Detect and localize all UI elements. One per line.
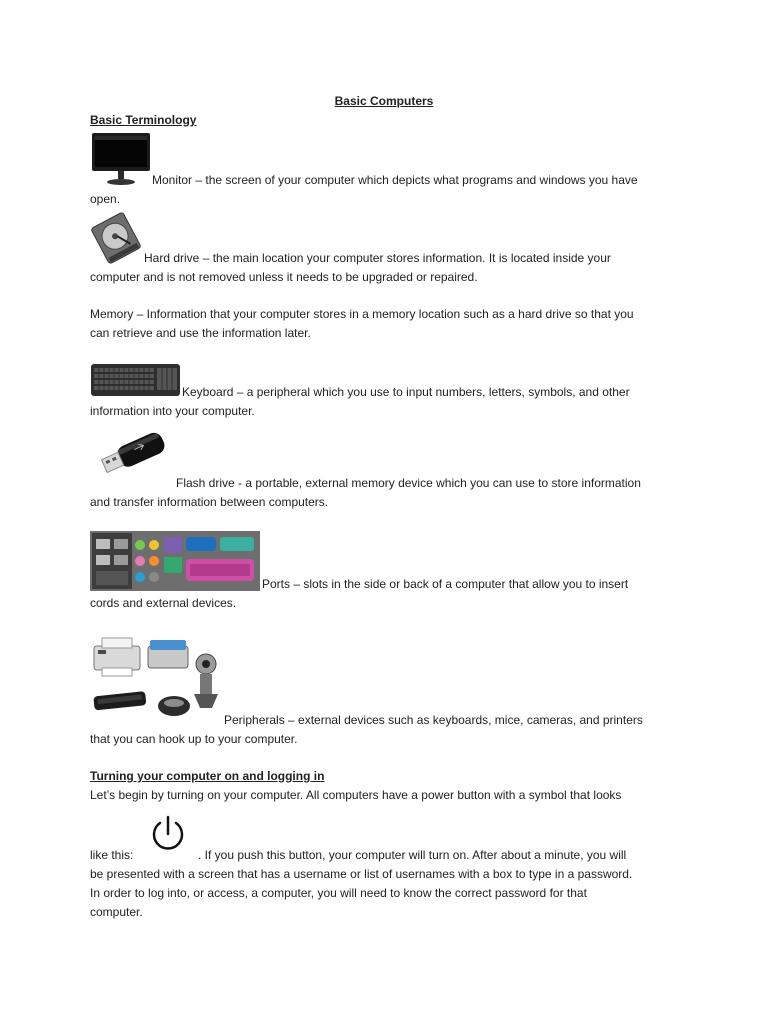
power-icon	[150, 814, 186, 854]
paragraph-line: computer.	[90, 905, 143, 919]
monitor-image	[90, 132, 152, 186]
keyboard-image	[90, 362, 181, 398]
paragraph-line: like this:	[90, 848, 134, 862]
paragraph-line: . If you push this button, your computer will turn on. After about a minute, you will	[198, 848, 627, 862]
section-heading-turning-on: Turning your computer on and logging in	[90, 769, 325, 783]
paragraph-line: Let’s begin by turning on your computer. All computers have a power button with a symbol that looks	[90, 788, 622, 802]
term-hard-drive: Hard drive – the main location your computer stores information. It is located inside your	[144, 251, 611, 265]
term-ports: Ports – slots in the side or back of a computer that allow you to insert	[262, 577, 629, 591]
term-memory-cont: can retrieve and use the information later.	[90, 326, 311, 340]
flash-drive-image	[96, 428, 172, 480]
term-peripherals-cont: that you can hook up to your computer.	[90, 732, 298, 746]
section-heading-basic-terminology: Basic Terminology	[90, 113, 197, 127]
term-keyboard: Keyboard – a peripheral which you use to input numbers, letters, symbols, and other	[182, 385, 630, 399]
ports-image	[90, 531, 260, 591]
term-keyboard-cont: information into your computer.	[90, 404, 255, 418]
term-flash-drive: Flash drive - a portable, external memory device which you can use to store information	[176, 476, 641, 490]
term-flash-drive-cont: and transfer information between computers.	[90, 495, 329, 509]
term-hard-drive-cont: computer and is not removed unless it needs to be upgraded or repaired.	[90, 270, 478, 284]
peripherals-image	[90, 632, 224, 724]
paragraph-line: be presented with a screen that has a username or list of usernames with a box to type in a password.	[90, 867, 633, 881]
hard-drive-image	[90, 212, 142, 264]
term-monitor: Monitor – the screen of your computer which depicts what programs and windows you have	[152, 173, 638, 187]
term-monitor-cont: open.	[90, 192, 121, 206]
term-peripherals: Peripherals – external devices such as keyboards, mice, cameras, and printers	[224, 713, 643, 727]
term-ports-cont: cords and external devices.	[90, 596, 237, 610]
term-memory: Memory – Information that your computer stores in a memory location such as a hard drive so that you	[90, 307, 634, 321]
paragraph-line: In order to log into, or access, a computer, you will need to know the correct password for that	[90, 886, 587, 900]
document-title: Basic Computers	[334, 94, 434, 108]
